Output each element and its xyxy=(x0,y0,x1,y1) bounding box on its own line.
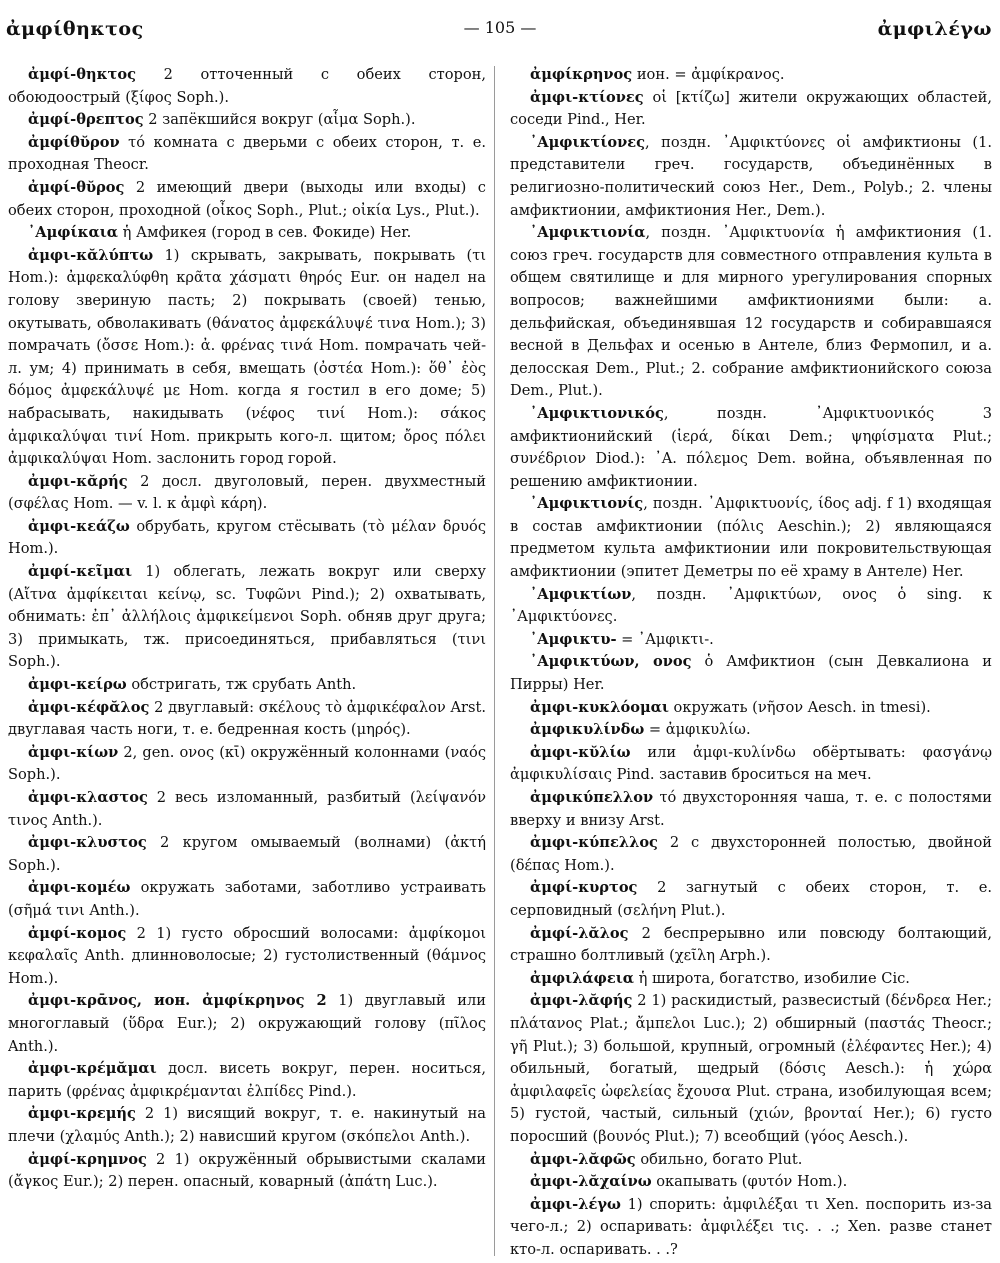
entry-headword: ἀμφικύπελλον xyxy=(530,789,654,806)
entry-definition: 2 загнутый с обеих сторон, т. е. серповидный (σελήνη Plut.). xyxy=(510,879,992,919)
entry-definition: ὁ Амфиктион (сын Девкалиона и Пирры) Her. xyxy=(510,653,992,694)
entry-headword: ᾿Αμφικτιονικός xyxy=(530,404,664,422)
entry-headword: ἀμφι-κᾰλύπτω xyxy=(28,246,154,264)
entry-definition: 2 1) раскидистый, развесистый (δένδρεα Her.; πλάτανος Plat.; ἄμπελοι Luc.); 2) обширный (παστάς Theocr.; γῆ Plut.); 3) большой, крупный, огромный (ἐλέφαντες Her.); 4) обильный, богатый, щедрый (δόσις Aesch.): ἡ χώρα ἀμφιλαφεῖς ὠφελείας ἔχουσα Plut. страна, изобилующая всем; 5) густой, частый, сильный (χιών, βρονταί Her.); 6) густо поросший (βουνός Plut.); 7) всеобщий (γόος Aesch.). xyxy=(510,992,992,1145)
entry-definition: τό двухсторонняя чаша, т. е. с полостями вверху и внизу Arst. xyxy=(510,789,992,829)
entry-headword: ἀμφι-κῠλίω xyxy=(530,743,631,761)
entry-headword: ἀμφί-κομος xyxy=(28,924,127,942)
entry-definition: 1) облегать, лежать вокруг или сверху (Αἴτνα ἀμφίκειται κείνῳ, sc. Τυφῶνι Pind.); 2) охватывать, обнимать: ἐπ᾽ ἀλλήλοις ἀμφικείμενοι Soph. обняв друг друга; 3) примыкать, тж. присоединяться, прибавляться (τινι Soph.). xyxy=(8,563,486,671)
entry-headword: ἀμφίθῠρον xyxy=(28,133,120,151)
page-number: — 105 — xyxy=(463,18,537,37)
entry-headword: ἀμφίκρηνος xyxy=(530,66,633,83)
dictionary-entry xyxy=(510,832,992,877)
entry-definition: 2 1) висящий вокруг, т. е. накинутый на плечи (χλαμύς Anth.); 2) нависший кругом (σκόπελοι Anth.). xyxy=(8,1105,486,1145)
entry-headword: ἀμφι-κύπελλος xyxy=(530,834,658,852)
entry-definition: 2 отточенный с обеих сторон, обоюдоострый (ξίφος Soph.). xyxy=(8,66,486,106)
entry-headword: ἀμφι-λέγω xyxy=(530,1195,621,1213)
entry-definition: , поздн. ᾿Αμφικτύονες οἱ амфиктионы (1. представители греч. государств, объединённых в религиозно-политический союз Her., Dem., Polyb.; 2. члены амфиктионии, амфиктиония Her., Dem.). xyxy=(510,133,992,219)
dictionary-entry xyxy=(510,651,992,696)
dictionary-entry xyxy=(8,697,486,742)
dictionary-entry xyxy=(510,719,992,742)
dictionary-entry xyxy=(8,109,486,132)
dictionary-entry xyxy=(510,584,992,629)
entry-definition: 2 беспрерывно или повсюду болтающий, страшно болтливый (χεῖλη Arph.). xyxy=(510,924,992,965)
entry-headword: ἀμφι-κλυστος xyxy=(28,834,147,852)
entry-headword: ᾿Αμφικτιονία xyxy=(530,224,646,242)
entry-definition: 2 досл. двуголовый, перен. двухместный (σφέλας Hom. — v. l. к ἀμφὶ κάρη). xyxy=(8,472,486,513)
dictionary-entry xyxy=(8,923,486,991)
page-header xyxy=(0,0,1000,60)
dictionary-entry xyxy=(510,923,992,968)
entry-definition: окапывать (φυτόν Hom.). xyxy=(651,1173,848,1191)
entry-headword: ἀμφι-κᾰρής xyxy=(28,472,128,490)
dictionary-entry xyxy=(8,177,486,222)
entry-definition: 2 имеющий двери (выходы или входы) с обеих сторон, проходной (οἶκος Soph., Plut.; οἰκία Lys., Plut.). xyxy=(8,178,486,219)
dictionary-entry xyxy=(510,1171,992,1194)
entry-definition: , поздн. ᾿Αμφικτυονικός 3 амфиктионийский (ἱερά, δίκαι Dem.; ψηφίσματα Plut.; συνέδριον Diod.): ᾿Α. πόλεμος Dem. война, объявленная по решению амфиктионии. xyxy=(510,404,992,490)
entry-definition: ἡ широта, богатство, изобилие Cic. xyxy=(634,969,910,987)
dictionary-entry xyxy=(510,87,992,132)
dictionary-entry xyxy=(510,968,992,991)
entry-definition: 2 двуглавый: σκέλους τὸ ἀμφικέφαλον Arst. двуглавая часть ноги, т. е. бедренная кость (μηρός). xyxy=(8,698,486,739)
dictionary-entry xyxy=(510,990,992,1148)
dictionary-entry xyxy=(8,561,486,674)
dictionary-entry xyxy=(510,742,992,787)
dictionary-entry xyxy=(510,222,992,403)
entry-headword: ᾿Αμφίκαια xyxy=(28,224,119,242)
entry-definition: окружать заботами, заботливо устраивать (σῆμά τινι Anth.). xyxy=(8,879,486,919)
entry-definition: обстригать, тж срубать Anth. xyxy=(126,676,357,694)
dictionary-entry xyxy=(510,629,992,652)
right-column xyxy=(510,64,992,1256)
entry-headword: ἀμφι-κείρω xyxy=(28,676,127,694)
dictionary-entry xyxy=(510,64,992,87)
entry-headword: ἀμφι-λᾰφῶς xyxy=(530,1150,636,1168)
dictionary-entry xyxy=(8,1058,486,1103)
entry-headword: ἀμφι-λᾰχαίνω xyxy=(530,1173,652,1191)
dictionary-entry xyxy=(8,742,486,787)
entry-definition: 2 кругом омываемый (волнами) (ἀκτή Soph.). xyxy=(8,834,486,874)
dictionary-entry xyxy=(8,64,486,109)
entry-headword: ἀμφι-κίων xyxy=(28,743,119,761)
entry-definition: 2 весь изломанный, разбитый (λείψανόν τινος Anth.). xyxy=(8,789,486,829)
header-left-guideword: ἀμφίθηκτος xyxy=(6,18,144,40)
entry-definition: 2 1) окружённый обрывистыми скалами (ἄγκος Eur.); 2) перен. опасный, коварный (ἀπάτη Luc.). xyxy=(8,1150,486,1191)
entry-headword: ἀμφι-κομέω xyxy=(28,879,131,897)
entry-definition: ион. = ἀμφίκρανος. xyxy=(632,66,785,83)
entry-headword: ἀμφί-θῠρος xyxy=(28,178,125,196)
dictionary-entry xyxy=(510,1194,992,1256)
entry-headword: ἀμφι-κέφᾰλος xyxy=(28,698,150,716)
entry-definition: , поздн. ᾿Αμφικτυονία ἡ амфиктиония (1. союз греч. государств для совместного отправления культа в общем святилище и для мирного урегулирования спорных вопросов; важнейшими амфиктиониями были: а. дельфийская, объединявшая 12 государств и собиравшаяся весной в Дельфах и осенью в Антеле, близ Фермопил, и а. делосская Dem., Plut.; 2. собрание амфиктионийского союза Dem., Plut.). xyxy=(510,224,992,400)
entry-headword: ἀμφι-κρέμᾰμαι xyxy=(28,1060,157,1078)
entry-definition: обрубать, кругом стёсывать (τὸ μέλαν δρυός Hom.). xyxy=(8,517,486,558)
dictionary-entry xyxy=(510,877,992,922)
entry-definition: = ἀμφικυλίω. xyxy=(644,721,751,739)
dictionary-entry xyxy=(8,1149,486,1194)
dictionary-entry xyxy=(8,832,486,877)
entry-headword: ἀμφι-κεάζω xyxy=(28,517,130,535)
entry-headword: ἀμφί-λᾰλος xyxy=(530,924,629,942)
entry-headword: ἀμφί-κεῖμαι xyxy=(28,563,133,581)
entry-headword: ᾿Αμφικτυ- xyxy=(530,630,617,648)
entry-headword: ἀμφιλάφεια xyxy=(530,969,635,987)
entry-headword: ἀμφί-κυρτος xyxy=(530,879,638,897)
entry-definition: τό комната с дверьми с обеих сторон, т. е. проходная Theocr. xyxy=(8,133,486,174)
dictionary-entry xyxy=(510,132,992,222)
entry-definition: 1) скрывать, закрывать, покрывать (τι Hom.): ἀμφεκαλύφθη κρᾶτα χάσματι θηρός Eur. он надел на голову звериную пасть; 2) покрывать (своей) тенью, окутывать, обволакивать (θάνατος ἀμφεκάλυψέ τινα Hom.); 3) помрачать (ὄσσε Hom.): ἀ. φρένας τινά Hom. помрачать чей-л. ум; 4) принимать в себя, вмещать (ὀστέα Hom.): ὅθ᾽ ἐὸς δόμος ἀμφεκάλυψέ με Hom. когда я гостил в его доме; 5) набрасывать, накидывать (νέφος τινί Hom.): σάκος ἀμφικαλύψαι τινί Hom. прикрыть кого-л. щитом; ὄρος πόλει ἀμφικαλύψαι Hom. заслонить город горой. xyxy=(8,246,486,468)
entry-definition: 2 запёкшийся вокруг (αἷμα Soph.). xyxy=(143,111,416,129)
dictionary-entry xyxy=(8,471,486,516)
dictionary-entry xyxy=(510,1149,992,1172)
entry-definition: обильно, богато Plut. xyxy=(635,1150,803,1168)
entry-definition: 2 1) густо обросший волосами: ἀμφίκομοι κεφαλαῖς Anth. длинноволосые; 2) густолиственный (θάμνος Hom.). xyxy=(8,924,486,987)
entry-definition: 2, gen. ονος (κῑ) окружённый колоннами (ναός Soph.). xyxy=(8,743,486,784)
column-divider xyxy=(494,66,495,1256)
dictionary-entry xyxy=(510,403,992,493)
entry-headword: ἀμφι-κρᾱνος, ион. ἀμφίκρηνος 2 xyxy=(28,992,327,1010)
entry-definition: = ᾿Αμφικτι-. xyxy=(616,630,714,648)
entry-headword: ἀμφι-κλαστος xyxy=(28,789,148,806)
entry-definition: , поздн. ᾿Αμφικτύων, ονος ὁ sing. к ᾿Αμφικτύονες. xyxy=(510,585,992,626)
entry-definition: или ἀμφι-κυλίνδω обёртывать: φασγάνῳ ἀμφικυλίσαις Pind. заставив броситься на меч. xyxy=(510,743,992,784)
entry-definition: 2 с двухсторонней полостью, двойной (δέπας Hom.). xyxy=(510,834,992,874)
dictionary-entry xyxy=(510,697,992,720)
entry-headword: ᾿Αμφικτίων xyxy=(530,585,632,603)
entry-definition: 1) двуглавый или многоглавый (ὕδρα Eur.); 2) окружающий голову (πῖλος Anth.). xyxy=(8,992,486,1055)
entry-definition: ἡ Амфикея (город в сев. Фокиде) Her. xyxy=(118,224,412,242)
entry-headword: ᾿Αμφικτύων, ονος xyxy=(530,653,692,671)
entry-headword: ἀμφικυλίνδω xyxy=(530,721,645,739)
entry-headword: ἀμφί-κρημνος xyxy=(28,1150,147,1168)
entry-headword: ᾿Αμφικτιονίς xyxy=(530,495,644,513)
entry-headword: ἀμφι-κτίονες xyxy=(530,88,644,106)
dictionary-entry xyxy=(8,674,486,697)
entry-headword: ἀμφί-θρεπτος xyxy=(28,111,144,129)
dictionary-entry xyxy=(8,990,486,1058)
dictionary-entry xyxy=(8,787,486,832)
entry-headword: ἀμφι-κρεμής xyxy=(28,1105,136,1123)
dictionary-entry xyxy=(8,1103,486,1148)
entry-definition: досл. висеть вокруг, перен. носиться, парить (φρένας ἀμφικρέμανται ἐλπίδες Pind.). xyxy=(8,1060,486,1100)
dictionary-entry xyxy=(510,493,992,583)
dictionary-entry xyxy=(510,787,992,832)
entry-definition: окружать (νῆσον Aesch. in tmesi). xyxy=(668,698,931,716)
dictionary-entry xyxy=(8,245,486,471)
entry-definition: οἱ [κτίζω] жители окружающих областей, соседи Pind., Her. xyxy=(510,88,992,129)
entry-definition: 1) спорить: ἀμφιλέξαι τι Xen. поспорить из-за чего-л.; 2) оспаривать: ἀμφιλέξει τις. . .; Xen. разве станет кто-л. оспаривать. . .? xyxy=(510,1195,992,1256)
left-column xyxy=(8,64,486,1256)
dictionary-entry xyxy=(8,877,486,922)
dictionary-entry xyxy=(8,516,486,561)
entry-headword: ᾿Αμφικτίονες xyxy=(530,133,646,151)
entry-definition: , поздн. ᾿Αμφικτυονίς, ίδος adj. f 1) входящая в состав амфиктионии (πόλις Aeschin.); 2) являющаяся предметом культа амфиктионии или покровительствующая амфиктионии (эпитет Деметры по её храму в Антеле) Her. xyxy=(510,495,992,581)
dictionary-entry xyxy=(8,222,486,245)
header-right-guideword: ἀμφιλέγω xyxy=(877,18,992,40)
dictionary-entry xyxy=(8,132,486,177)
entry-headword: ἀμφι-κυκλόομαι xyxy=(530,698,669,716)
entry-headword: ἀμφι-λᾰφής xyxy=(530,992,633,1010)
entry-headword: ἀμφί-θηκτος xyxy=(28,66,136,83)
